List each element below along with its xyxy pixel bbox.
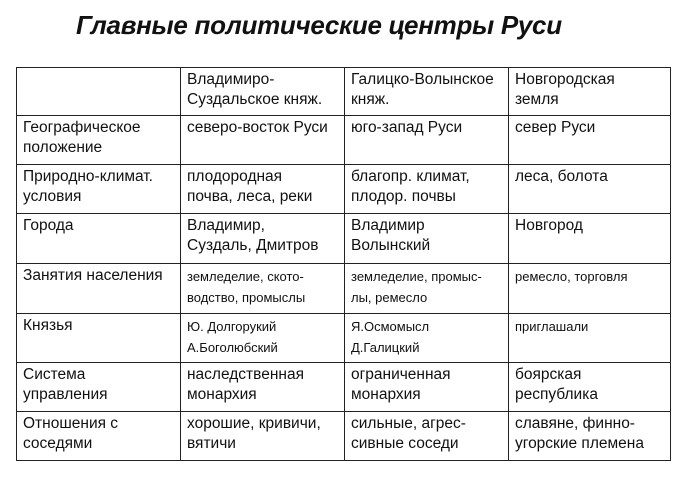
centers-table (16, 67, 671, 461)
row-label-cell: Занятия населения (17, 264, 181, 314)
table-cell: Ю. Долгорукий А.Боголюбский (181, 314, 345, 363)
table-cell: север Руси (509, 116, 671, 165)
table-row (17, 314, 671, 363)
table-cell: Я.Осмомысл Д.Галицкий (345, 314, 509, 363)
table-cell: ремесло, торговля (509, 264, 671, 314)
table-cell: славяне, финно- угорские племена (509, 412, 671, 461)
table-row (17, 214, 671, 264)
row-label-cell: Отношения с соседями (17, 412, 181, 461)
table-row (17, 165, 671, 214)
row-label-cell: Города (17, 214, 181, 264)
table-cell: Новгород (509, 214, 671, 264)
row-label-cell: Географическое положение (17, 116, 181, 165)
table-cell: сильные, агрес- сивные соседи (345, 412, 509, 461)
header-corner-cell (17, 68, 181, 116)
table-row (17, 116, 671, 165)
row-label-cell: Князья (17, 314, 181, 363)
header-cell-novgorod: Новгородская земля (509, 68, 671, 116)
table-cell: Владимир, Суздаль, Дмитров (181, 214, 345, 264)
table-cell: северо-восток Руси (181, 116, 345, 165)
header-cell-vladimir-suzdal: Владимиро- Суздальское княж. (181, 68, 345, 116)
table-row (17, 412, 671, 461)
table-cell: земледелие, промыс- лы, ремесло (345, 264, 509, 314)
table-row (17, 363, 671, 412)
table-cell: ограниченная монархия (345, 363, 509, 412)
table-cell: боярская республика (509, 363, 671, 412)
table-cell: приглашали (509, 314, 671, 363)
table-cell: земледелие, ското- водство, промыслы (181, 264, 345, 314)
row-label-cell: Система управления (17, 363, 181, 412)
table-cell: плодородная почва, леса, реки (181, 165, 345, 214)
header-cell-galich-volyn: Галицко-Волынское княж. (345, 68, 509, 116)
table-row (17, 264, 671, 314)
table-cell: благопр. климат, плодор. почвы (345, 165, 509, 214)
table-header-row (17, 68, 671, 116)
table-cell: юго-запад Руси (345, 116, 509, 165)
table-cell: Владимир Волынский (345, 214, 509, 264)
table-cell: леса, болота (509, 165, 671, 214)
row-label-cell: Природно-климат. условия (17, 165, 181, 214)
page-title: Главные политические центры Руси (76, 10, 562, 40)
table-cell: хорошие, кривичи, вятичи (181, 412, 345, 461)
table-cell: наследственная монархия (181, 363, 345, 412)
